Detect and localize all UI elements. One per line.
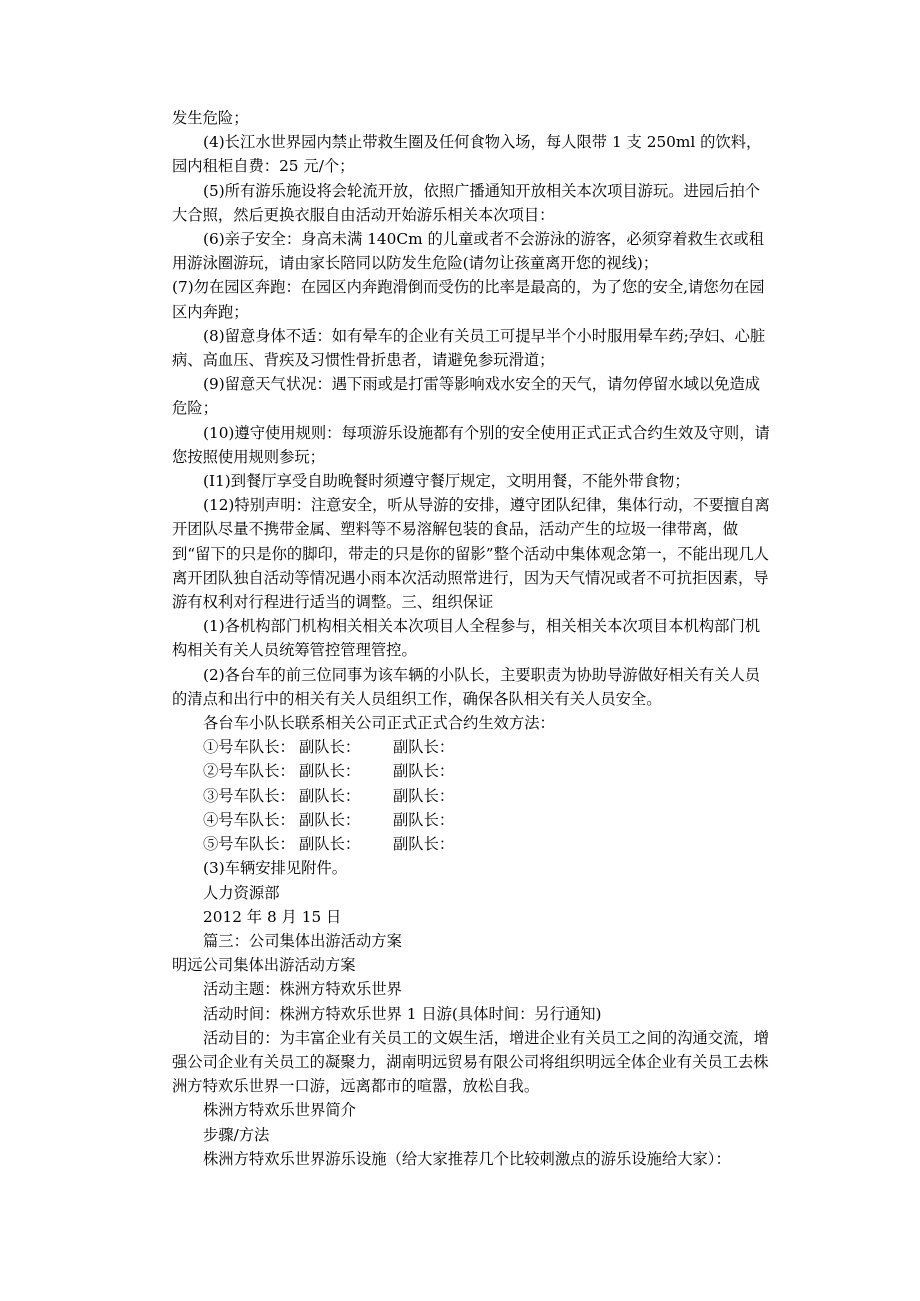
vice-leader-label: 副队长： [393,786,455,805]
document-date: 2012 年 8 月 15 日 [203,907,342,926]
part3-heading: 篇三：公司集体出游活动方案 [203,931,402,950]
contact-intro: 各台车小队长联系相关公司正式正式合约生效方法： [203,714,555,733]
leader-label: ⑤号车队长： [203,835,295,854]
rule-4: (4)长江水世界园内禁止带救生圈及任何食物入场，每人限带 1 支 250ml 的饮料，园内租柜自费：25 元/个； [172,133,762,176]
rule-6: (6)亲子安全：身高未满 140Cm 的儿童或者不会游泳的游客，必须穿着救生衣或租用游泳圈游玩，请由家长陪同以防发生危险(请勿让孩童离开您的视线)； [172,230,765,273]
plan-title: 明远公司集体出游活动方案 [172,956,356,975]
rule-8: (8)留意身体不适：如有晕车的企业有关员工可提早半个小时服用晕车药;孕妇、心脏病、高血压、背疾及习惯性骨折患者，请避免参玩滑道； [172,326,766,370]
org-guarantee-1: (1)各机构部门机构相关相关本次项目人全程参与，相关相关本次项目本机构部门机构相关有关人员统筹管控管理管控。 [172,617,761,660]
leader-label: ②号车队长： [203,762,295,781]
activity-time: 活动时间：株洲方特欢乐世界 1 日游(具体时间：另行通知) [203,1004,602,1023]
facilities-heading: 株洲方特欢乐世界游乐设施（给大家推荐几个比较刺激点的游乐设施给大家）： [203,1149,731,1168]
vice-leader-label: 副队长： [299,810,361,829]
leader-row [172,735,772,759]
rule-12: (12)特别声明：注意安全，听从导游的安排，遵守团队纪律，集体行动，不要擅自离开团队尽量不携带金属、塑料等不易溶解包装的食品，活动产生的垃圾一律带离，做到“留下的只是你的脚印，带走的只是你的留影”整个活动中集体观念第一，不能出现几人离开团队独自活动等情况遇小雨本次活动照常进行，因为天气情况或者不可抗拒因素，导游有权利对行程进行适当的调整。三、组织保证 [172,496,770,612]
department-signature: 人力资源部 [203,883,280,902]
paragraph-continuation: 发生危险； [172,109,249,127]
rule-5: (5)所有游乐施设将会轮流开放，依照广播通知开放相关本次项目游玩。进园后拍个大合照，然后更换衣服自由活动开始游乐相关本次项目： [172,181,761,224]
vice-leader-label: 副队长： [299,786,361,805]
vice-leader-label: 副队长： [299,835,361,854]
steps-heading: 步骤/方法 [203,1125,270,1144]
rule-10: (10)遵守使用规则：每项游乐设施都有个别的安全使用正式正式合约生效及守则，请您按照使用规则参玩； [172,423,770,466]
document-body [172,106,772,1171]
leader-row [172,832,772,856]
leader-label: ④号车队长： [203,810,295,829]
vice-leader-label: 副队长： [393,762,455,781]
leader-row [172,759,772,783]
vice-leader-label: 副队长： [393,738,455,757]
leader-label: ③号车队长： [203,786,295,805]
activity-purpose: 活动目的：为丰富企业有关员工的文娱生活，增进企业有关员工之间的沟通交流，增强公司企业有关员工的凝聚力，湖南明远贸易有限公司将组织明远全体企业有关员工去株洲方特欢乐世界一口游，远离都市的喧嚣，放松自我。 [172,1028,769,1096]
vice-leader-label: 副队长： [299,762,361,781]
leader-row [172,784,772,808]
park-intro-heading: 株洲方特欢乐世界简介 [203,1101,356,1120]
vice-leader-label: 副队长： [299,738,361,757]
rule-11: (I1)到餐厅享受自助晚餐时须遵守餐厅规定，文明用餐，不能外带食物； [203,472,690,491]
leader-row [172,808,772,832]
rule-9: (9)留意天气状况：遇下雨或是打雷等影响戏水安全的天气，请勿停留水域以免造成危险； [172,375,761,418]
org-guarantee-2: (2)各台车的前三位同事为该车辆的小队长，主要职责为协助导游做好相关有关人员的清点和出行中的相关有关人员组织工作，确保各队相关有关人员安全。 [172,665,761,708]
rule-7: (7)勿在园区奔跑：在园区内奔跑滑倒而受伤的比率是最高的，为了您的安全,请您勿在园区内奔跑； [172,278,765,321]
activity-theme: 活动主题：株洲方特欢乐世界 [203,980,402,999]
vice-leader-label: 副队长： [393,810,455,829]
leader-label: ①号车队长： [203,738,295,757]
vice-leader-label: 副队长： [393,835,455,854]
vehicle-arrangement: (3)车辆安排见附件。 [203,859,348,878]
